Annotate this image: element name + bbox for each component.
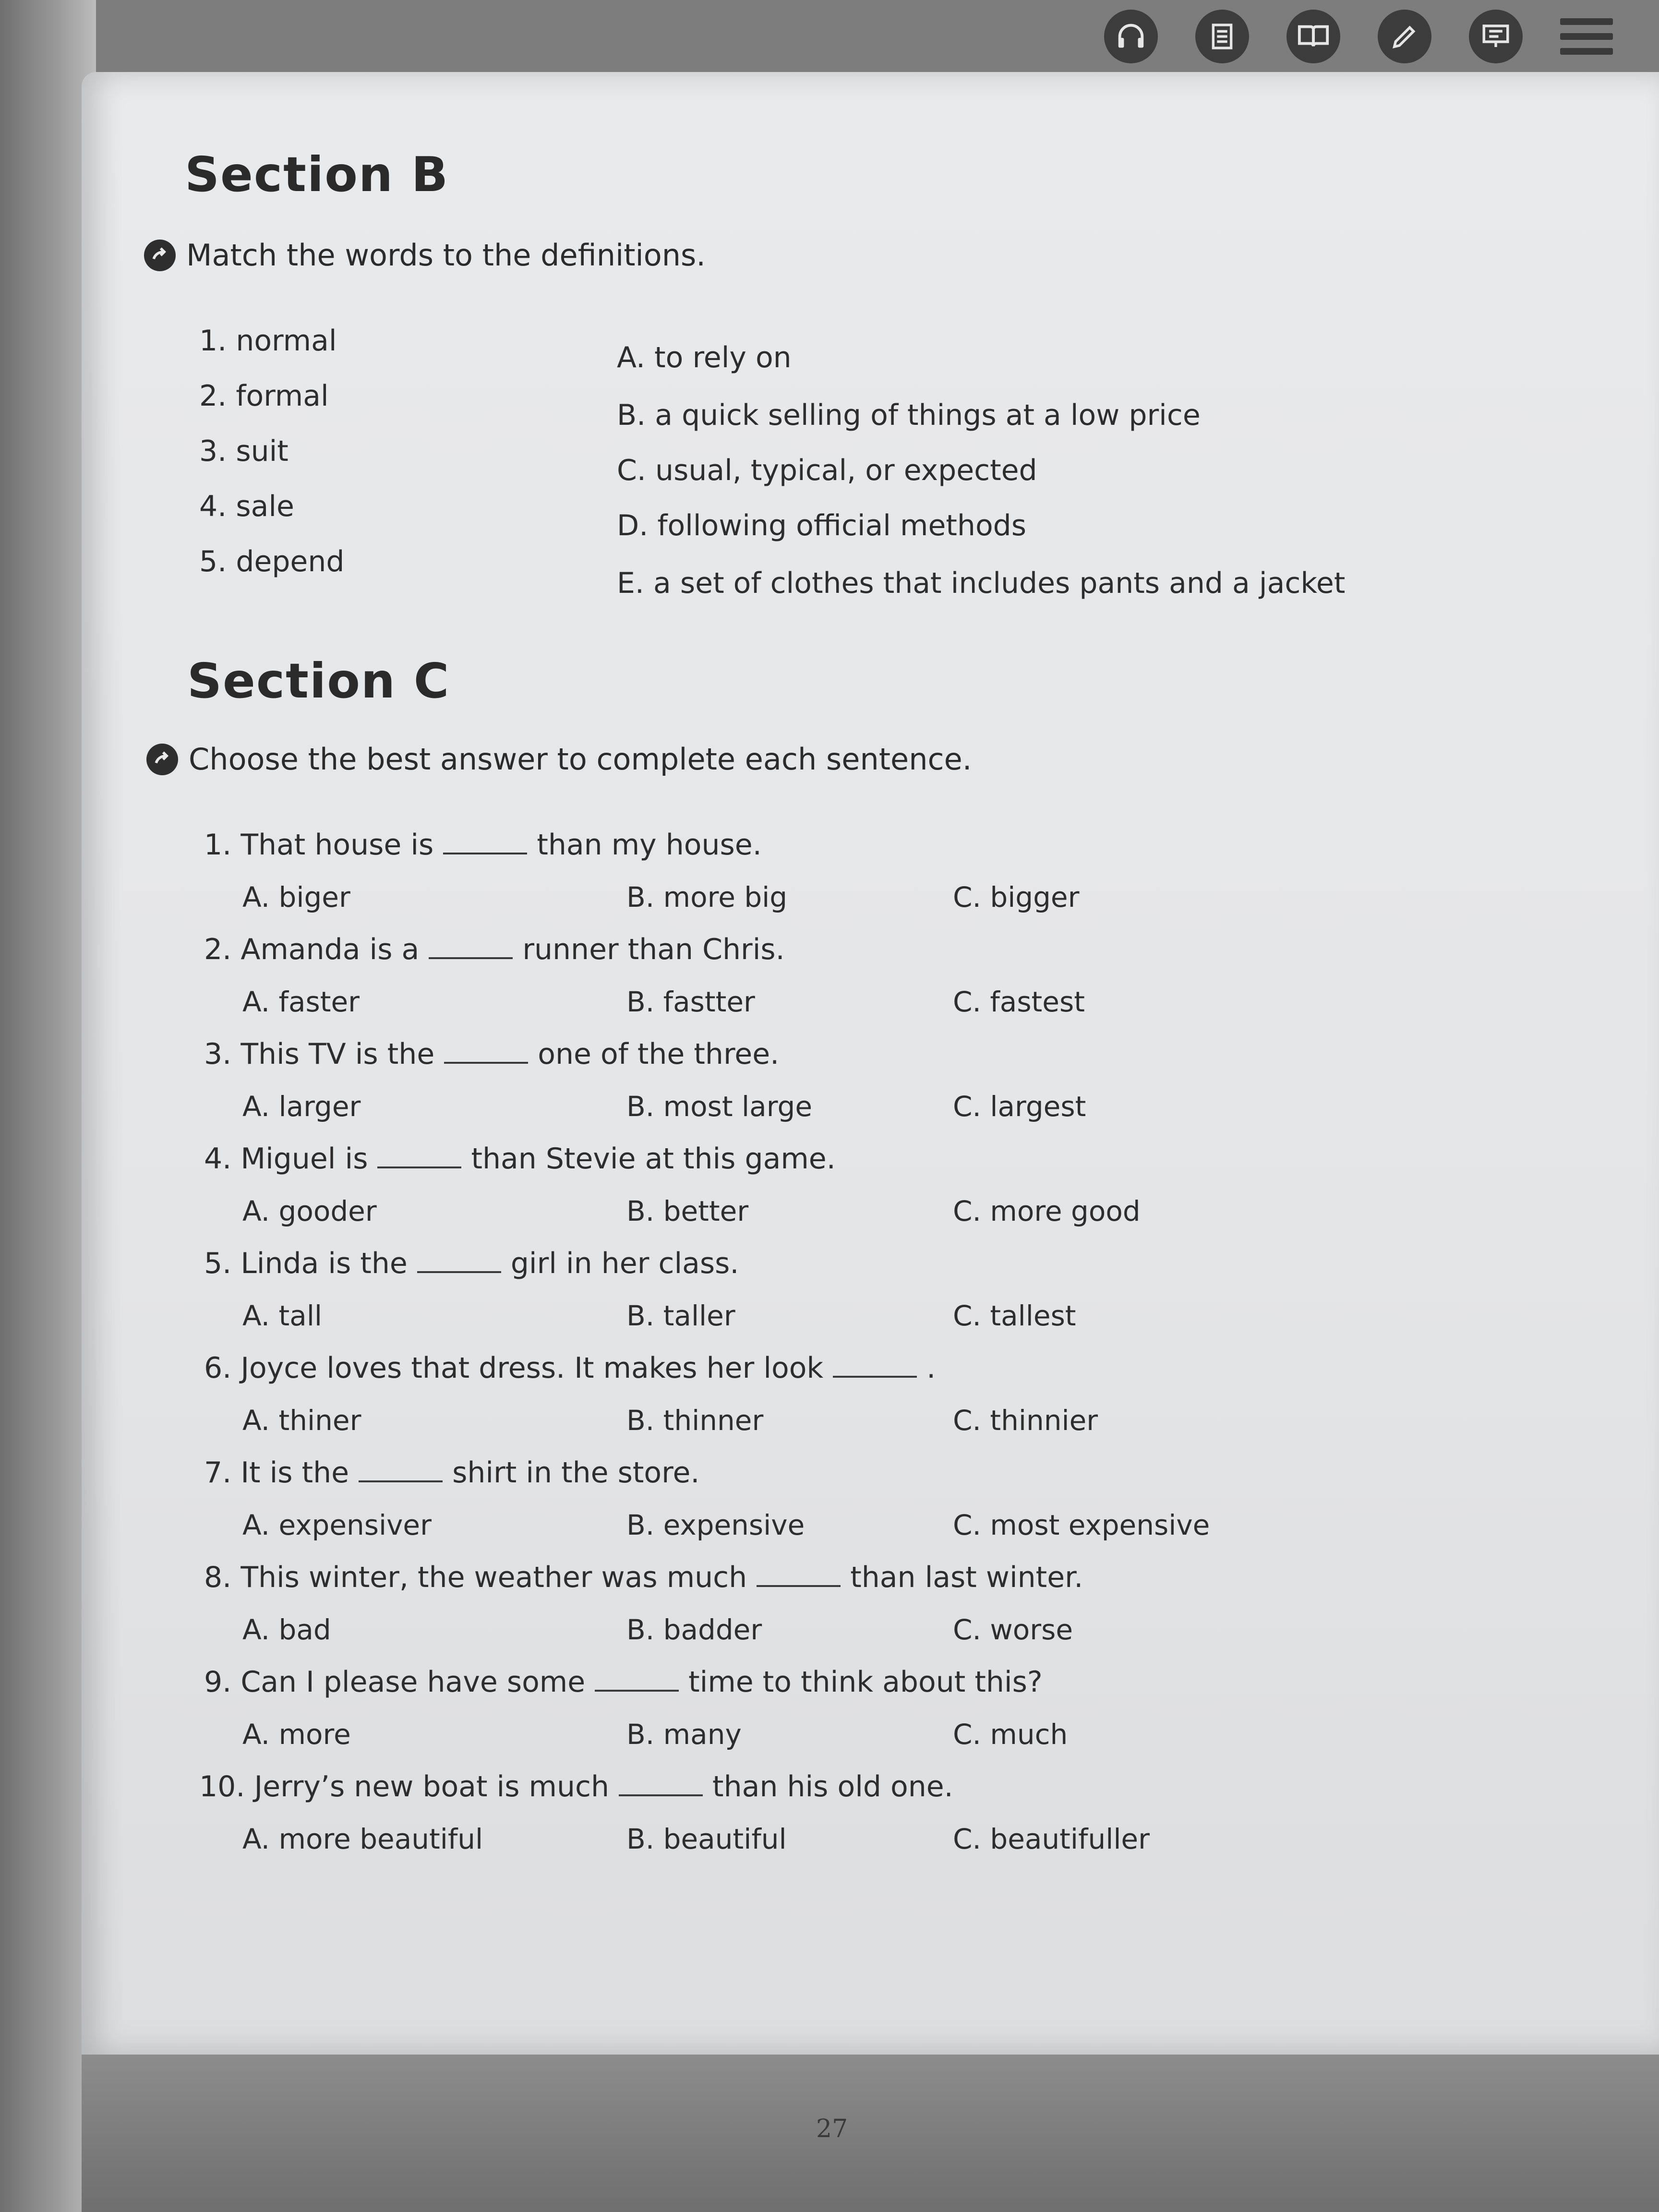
option-b[interactable]: B. fastter xyxy=(626,986,755,1018)
question-text: 3. This TV is the xyxy=(204,1037,435,1071)
answer-blank[interactable] xyxy=(429,933,513,959)
section-c-title: Section C xyxy=(187,653,450,709)
section-b-title: Section B xyxy=(185,146,449,203)
option-a[interactable]: A. more beautiful xyxy=(242,1823,483,1855)
option-c[interactable]: C. thinnier xyxy=(953,1404,1098,1437)
question-stem xyxy=(199,1770,953,1803)
question-text: 1. That house is xyxy=(204,828,434,862)
option-a[interactable]: A. thiner xyxy=(242,1404,361,1437)
option-b[interactable]: B. more big xyxy=(626,881,788,914)
question-stem xyxy=(204,1037,779,1071)
option-b[interactable]: B. better xyxy=(626,1195,749,1227)
word-item: 1. normal xyxy=(199,324,337,358)
question-text-end: than my house. xyxy=(537,828,762,862)
word-item: 2. formal xyxy=(199,379,329,413)
page-number: 27 xyxy=(816,2115,848,2143)
option-b[interactable]: B. taller xyxy=(626,1299,735,1332)
question-text-end: runner than Chris. xyxy=(522,933,785,966)
option-a[interactable]: A. tall xyxy=(242,1299,323,1332)
edit-icon[interactable] xyxy=(1378,10,1431,63)
option-b[interactable]: B. most large xyxy=(626,1090,813,1123)
definition-item: B. a quick selling of things at a low price xyxy=(617,398,1201,432)
book-list-icon[interactable] xyxy=(1195,10,1249,63)
option-b[interactable]: B. thinner xyxy=(626,1404,764,1437)
question-text: 7. It is the xyxy=(204,1456,349,1490)
option-c[interactable]: C. more good xyxy=(953,1195,1141,1227)
question-text-end: shirt in the store. xyxy=(452,1456,700,1490)
option-a[interactable]: A. faster xyxy=(242,986,360,1018)
instruction-text: Match the words to the definitions. xyxy=(186,238,706,273)
option-a[interactable]: A. biger xyxy=(242,881,350,914)
option-a[interactable]: A. more xyxy=(242,1718,351,1751)
answer-blank[interactable] xyxy=(377,1142,461,1168)
question-text-end: than his old one. xyxy=(712,1770,953,1803)
option-b[interactable]: B. beautiful xyxy=(626,1823,787,1855)
option-b[interactable]: B. expensive xyxy=(626,1509,805,1541)
headphones-icon[interactable] xyxy=(1104,10,1158,63)
option-c[interactable]: C. much xyxy=(953,1718,1068,1751)
open-book-icon[interactable] xyxy=(1286,10,1340,63)
question-text: 9. Can I please have some xyxy=(204,1665,586,1699)
question-stem xyxy=(204,1456,699,1490)
arrow-icon xyxy=(146,744,178,775)
option-b[interactable]: B. many xyxy=(626,1718,742,1751)
option-a[interactable]: A. larger xyxy=(242,1090,361,1123)
definition-item: E. a set of clothes that includes pants and a jacket xyxy=(617,566,1346,600)
option-c[interactable]: C. beautifuller xyxy=(953,1823,1150,1855)
question-text-end: . xyxy=(926,1351,936,1385)
option-c[interactable]: C. largest xyxy=(953,1090,1086,1123)
option-c[interactable]: C. fastest xyxy=(953,986,1085,1018)
option-a[interactable]: A. bad xyxy=(242,1613,331,1646)
option-c[interactable]: C. most expensive xyxy=(953,1509,1210,1541)
question-stem xyxy=(204,1665,1043,1699)
option-b[interactable]: B. badder xyxy=(626,1613,762,1646)
definition-item: C. usual, typical, or expected xyxy=(617,454,1037,487)
question-text-end: than last winter. xyxy=(850,1561,1083,1594)
answer-blank[interactable] xyxy=(833,1352,917,1378)
word-item: 5. depend xyxy=(199,545,345,578)
instruction-text: Choose the best answer to complete each sentence. xyxy=(189,742,972,777)
section-b-instruction xyxy=(144,238,706,273)
presentation-icon[interactable] xyxy=(1469,10,1523,63)
arrow-icon xyxy=(144,240,176,271)
option-c[interactable]: C. worse xyxy=(953,1613,1073,1646)
question-stem xyxy=(204,1247,739,1280)
question-text: 8. This winter, the weather was much xyxy=(204,1561,747,1594)
answer-blank[interactable] xyxy=(444,1038,528,1064)
option-a[interactable]: A. gooder xyxy=(242,1195,377,1227)
question-text: 2. Amanda is a xyxy=(204,933,420,966)
question-stem xyxy=(204,1142,836,1176)
page-bottom-shadow xyxy=(82,2055,1659,2212)
question-text-end: one of the three. xyxy=(538,1037,780,1071)
word-item: 4. sale xyxy=(199,490,294,523)
question-stem xyxy=(204,828,762,862)
menu-icon[interactable] xyxy=(1560,12,1613,60)
word-item: 3. suit xyxy=(199,434,289,468)
question-text-end: time to think about this? xyxy=(688,1665,1043,1699)
definition-item: D. following official methods xyxy=(617,509,1027,542)
answer-blank[interactable] xyxy=(359,1456,443,1482)
question-stem xyxy=(204,1561,1083,1594)
question-stem xyxy=(204,933,785,966)
section-c-instruction xyxy=(146,742,972,777)
question-text-end: girl in her class. xyxy=(510,1247,739,1280)
question-text: 10. Jerry’s new boat is much xyxy=(199,1770,610,1803)
answer-blank[interactable] xyxy=(417,1247,501,1273)
question-stem xyxy=(204,1351,936,1385)
answer-blank[interactable] xyxy=(595,1666,679,1692)
option-a[interactable]: A. expensiver xyxy=(242,1509,432,1541)
definition-item: A. to rely on xyxy=(617,341,792,374)
toolbar xyxy=(1104,10,1613,63)
question-text: 6. Joyce loves that dress. It makes her look xyxy=(204,1351,824,1385)
option-c[interactable]: C. tallest xyxy=(953,1299,1076,1332)
answer-blank[interactable] xyxy=(757,1561,841,1587)
option-c[interactable]: C. bigger xyxy=(953,881,1080,914)
question-text: 4. Miguel is xyxy=(204,1142,368,1176)
answer-blank[interactable] xyxy=(619,1770,703,1796)
question-text-end: than Stevie at this game. xyxy=(471,1142,836,1176)
answer-blank[interactable] xyxy=(443,829,527,854)
question-text: 5. Linda is the xyxy=(204,1247,408,1280)
